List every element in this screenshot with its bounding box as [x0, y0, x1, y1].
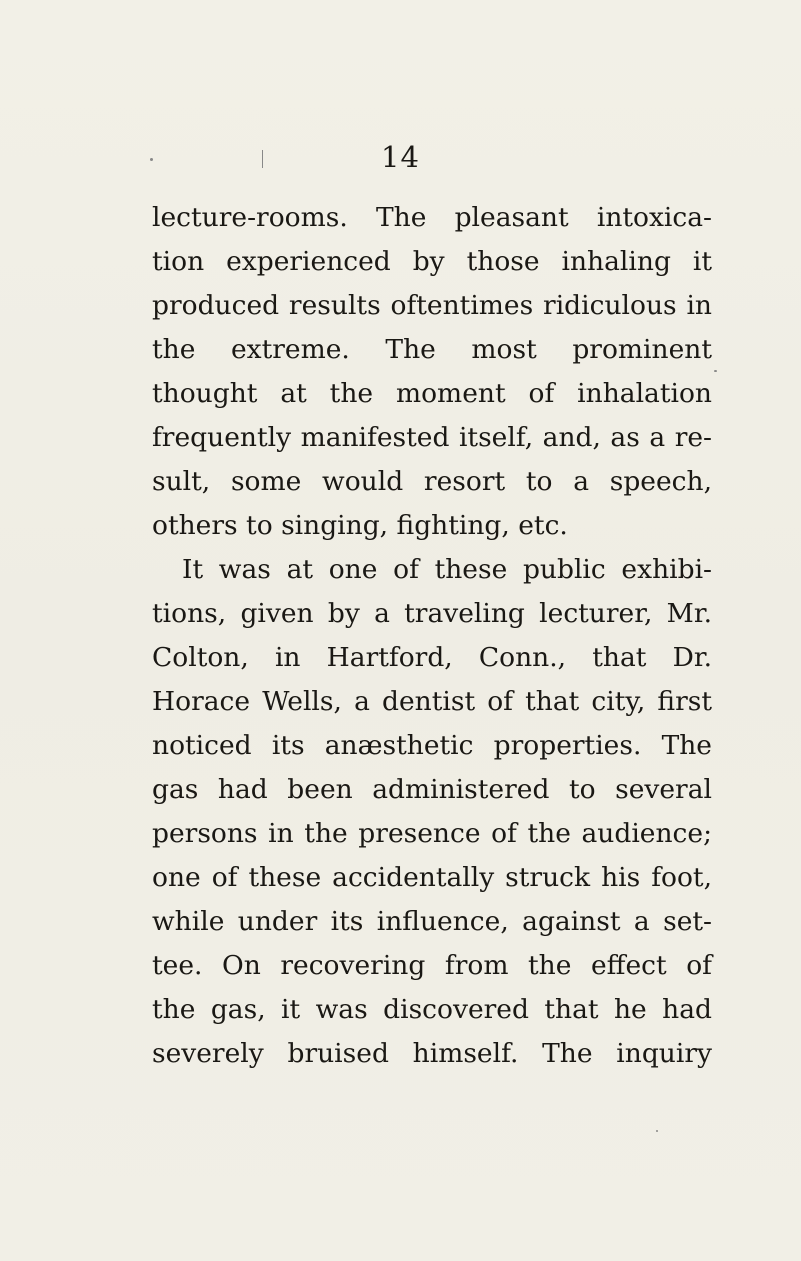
text-line: gas had been administered to several — [152, 774, 712, 805]
text-line: Horace Wells, a dentist of that city, first — [152, 686, 712, 717]
text-line: It was at one of these public exhibi- — [182, 554, 712, 585]
text-line: the extreme. The most prominent — [152, 334, 712, 365]
text-line: tion experienced by those inhaling it — [152, 246, 712, 277]
text-line: Colton, in Hartford, Conn., that Dr. — [152, 642, 712, 673]
text-line: others to singing, fighting, etc. — [152, 510, 568, 541]
text-line: persons in the presence of the audience; — [152, 818, 712, 849]
text-line: tee. On recovering from the effect of — [152, 950, 712, 981]
text-line: thought at the moment of inhalation — [152, 378, 712, 409]
text-line: sult, some would resort to a speech, — [152, 466, 712, 497]
text-line: one of these accidentally struck his foot, — [152, 862, 712, 893]
paper-speck — [262, 150, 263, 168]
text-line: lecture-rooms. The pleasant intoxica- — [152, 202, 712, 233]
text-line: noticed its anæsthetic properties. The — [152, 730, 712, 761]
text-line: tions, given by a traveling lecturer, Mr. — [152, 598, 712, 629]
body-text — [152, 196, 712, 1076]
text-line: frequently manifested itself, and, as a re- — [152, 422, 712, 453]
paper-speck — [714, 370, 717, 372]
text-line: while under its influence, against a set- — [152, 906, 712, 937]
text-line: produced results oftentimes ridiculous in — [152, 290, 712, 321]
paper-speck — [150, 158, 153, 161]
text-line: severely bruised himself. The inquiry — [152, 1038, 712, 1069]
page-number: 14 — [381, 140, 420, 174]
text-line: the gas, it was discovered that he had — [152, 994, 712, 1025]
paper-speck — [656, 1130, 658, 1132]
